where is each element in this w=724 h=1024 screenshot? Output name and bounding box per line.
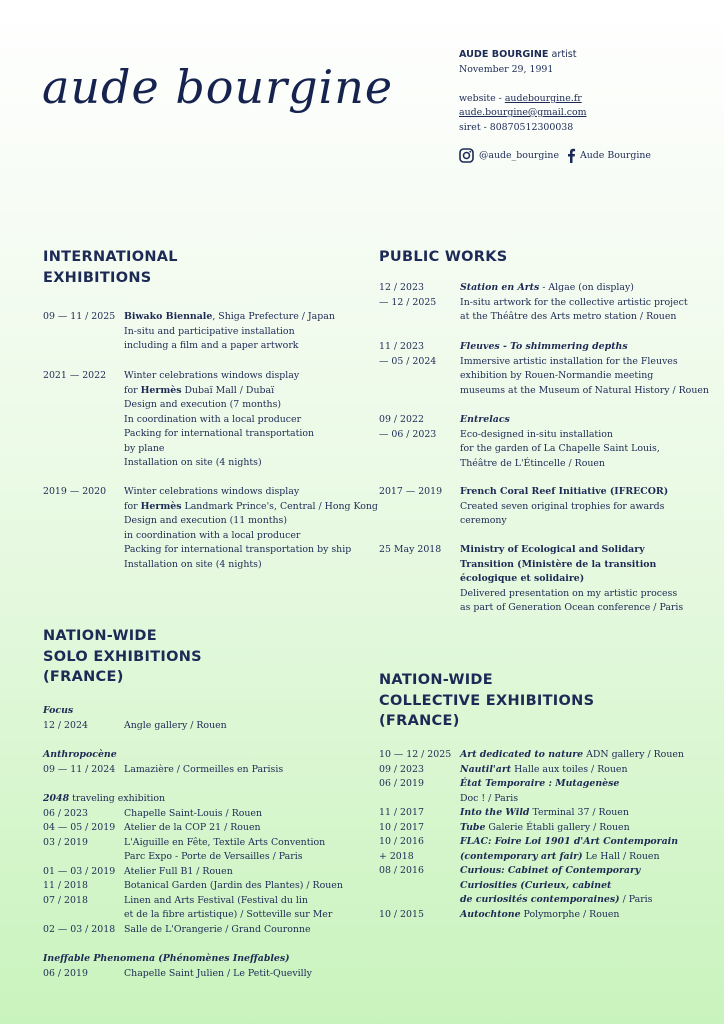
- website-label: website -: [459, 93, 505, 104]
- entry-line: Installation on site (4 nights): [124, 457, 262, 468]
- entry-line: Created seven original trophies for awards: [460, 500, 665, 512]
- entry-body: [460, 835, 678, 850]
- entry-date: 12 / 2024: [43, 719, 88, 731]
- entry-body: [460, 543, 683, 616]
- entry-title: Curiosities (Curieux, cabinet: [460, 879, 612, 891]
- entry-date: 06 / 2019: [43, 967, 88, 979]
- entry-date: 11 / 2018: [43, 880, 88, 891]
- entry-line: by plane: [124, 442, 165, 454]
- international-title-line2: EXHIBITIONS: [43, 269, 152, 286]
- entry-body: [460, 340, 709, 398]
- artist-name: AUDE BOURGINE: [459, 49, 549, 60]
- entry-text: Angle gallery / Rouen: [124, 719, 227, 731]
- solo-title: [43, 626, 202, 688]
- group-title: 2048: [43, 793, 70, 804]
- entry-date: 01 — 03 / 2019: [43, 865, 116, 877]
- entry-body: [460, 908, 619, 923]
- entry-date: 2019 — 2020: [43, 486, 107, 497]
- entry-line: Delivered presentation on my artistic process: [460, 587, 678, 599]
- entry-venue: / Paris: [619, 894, 653, 905]
- logo: aude bourgine: [42, 60, 394, 114]
- entry-text: et de la fibre artistique) / Sotteville sur Mer: [124, 909, 333, 920]
- entry-venue: ADN gallery / Rouen: [583, 749, 684, 760]
- entry-body: [124, 369, 314, 471]
- entry-text: Atelier de la COP 21 / Rouen: [124, 822, 261, 833]
- entry-date: 02 — 03 / 2018: [43, 923, 116, 935]
- entry-location: Dubaï Mall / Dubaï: [181, 384, 275, 396]
- collective-title-line1: NATION-WIDE: [379, 672, 493, 688]
- entry-venue: Doc ! / Paris: [460, 792, 519, 804]
- entry-title: Entrelacs: [460, 414, 510, 425]
- entry-title: Biwako Biennale: [124, 311, 213, 322]
- entry-text: Lamazière / Cormeilles en Parisis: [124, 763, 284, 775]
- birth-date: November 29, 1991: [459, 64, 554, 75]
- entry-date: 04 — 05 / 2019: [43, 822, 116, 833]
- entry-line: Théâtre de L'Étincelle / Rouen: [460, 457, 605, 469]
- entry-date: 2021 — 2022: [43, 370, 107, 381]
- international-title-line1: INTERNATIONAL: [43, 249, 178, 265]
- entry-title: Tube: [460, 821, 486, 833]
- solo-group-focus: Focus: [43, 705, 74, 716]
- entry-date: 06 / 2019: [379, 778, 424, 789]
- entry-text: Chapelle Saint-Louis / Rouen: [124, 807, 263, 819]
- entry-title: Into the Wild: [460, 807, 530, 818]
- entry-date: 2017 — 2019: [379, 486, 443, 497]
- instagram-icon[interactable]: [459, 148, 474, 169]
- entry-venue: Halle aux toiles / Rouen: [511, 763, 628, 775]
- entry-text: Parc Expo - Porte de Versailles / Paris: [124, 851, 303, 862]
- entry-venue: Galerie Établi gallery / Rouen: [485, 821, 630, 833]
- entry-prefix: for: [124, 384, 141, 396]
- entry-date: 08 / 2016: [379, 865, 424, 876]
- entry-title: Transition (Ministère de la transition: [460, 558, 657, 570]
- entry-body: [460, 893, 653, 908]
- entry-title: Station en Arts: [460, 282, 540, 293]
- entry-date: 10 / 2017: [379, 821, 424, 833]
- entry-venue: Terminal 37 / Rouen: [529, 807, 629, 818]
- international-title: [43, 247, 178, 288]
- entry-date: 10 — 12 / 2025: [379, 749, 452, 760]
- collective-title-line2: COLLECTIVE EXHIBITIONS: [379, 692, 595, 709]
- solo-group-anthropocene: Anthropocène: [43, 749, 117, 760]
- entry-line: at the Théâtre des Arts metro station / Rouen: [460, 311, 677, 322]
- entry-text: Chapelle Saint Julien / Le Petit-Quevilly: [124, 967, 312, 979]
- entry-date: + 2018: [379, 850, 414, 862]
- entry-body: [460, 806, 629, 821]
- entry-date: 11 / 2017: [379, 807, 424, 818]
- entry-line: In-situ artwork for the collective artistic project: [460, 296, 688, 308]
- facebook-name[interactable]: Aude Bourgine: [580, 150, 651, 161]
- solo-title-line3: (FRANCE): [43, 669, 124, 685]
- entry-title: État Temporaire : Mutagenèse: [460, 778, 620, 789]
- solo-title-line2: SOLO EXHIBITIONS: [43, 648, 202, 665]
- entry-line: Packing for international transportation by ship: [124, 544, 352, 555]
- entry-line: Packing for international transportation: [124, 428, 315, 439]
- entry-body: [460, 413, 660, 471]
- collective-title: [379, 670, 594, 732]
- entry-body: [460, 821, 630, 836]
- entry-title: Nautil'art: [460, 763, 512, 775]
- entry-location: , Shiga Prefecture / Japan: [212, 311, 335, 322]
- entry-body: [460, 485, 668, 529]
- entry-line: Winter celebrations windows display: [124, 486, 300, 497]
- entry-body: [460, 763, 628, 778]
- entry-text: Botanical Garden (Jardin des Plantes) / Rouen: [124, 880, 343, 891]
- collective-title-line3: (FRANCE): [379, 713, 460, 729]
- entry-date: 11 / 2023 — 05 / 2024: [379, 341, 437, 367]
- entry-location: Landmark Prince's, Central / Hong Kong: [181, 500, 378, 512]
- entry-title: Art dedicated to nature: [460, 749, 584, 760]
- entry-title: (contemporary art fair): [460, 850, 583, 862]
- website-link[interactable]: audebourgine.fr: [504, 93, 582, 104]
- email-link[interactable]: aude.bourgine@gmail.com: [459, 107, 587, 118]
- entry-body: [460, 777, 619, 792]
- entry-line: Winter celebrations windows display: [124, 370, 300, 381]
- entry-date: 12 / 2023 — 12 / 2025: [379, 282, 437, 308]
- entry-line: Design and execution (11 months): [124, 515, 288, 526]
- entry-body: [460, 792, 518, 807]
- entry-brand: Hermès: [140, 500, 182, 512]
- entry-line: Eco-designed in-situ installation: [460, 428, 613, 440]
- entry-prefix: for: [124, 500, 141, 512]
- entry-body: [460, 748, 684, 763]
- entry-title: écologique et solidaire): [460, 573, 585, 584]
- entry-subtitle: - Algae (on display): [539, 282, 634, 293]
- public-works-title: PUBLIC WORKS: [379, 249, 508, 265]
- website-line: [459, 92, 582, 107]
- entry-date: 09 / 2023: [379, 763, 424, 775]
- entry-venue: Le Hall / Rouen: [582, 850, 660, 862]
- facebook-icon[interactable]: [566, 148, 576, 169]
- email-line: [459, 106, 587, 121]
- entry-line: in coordination with a local producer: [124, 529, 301, 541]
- entry-body: [460, 864, 640, 879]
- entry-title: de curiosités contemporaines): [460, 894, 620, 905]
- entry-text: L'Aiguille en Fête, Textile Arts Convention: [124, 836, 326, 848]
- entry-body: [124, 485, 378, 572]
- artist-line: [459, 48, 577, 63]
- entry-date: 06 / 2023: [43, 807, 88, 819]
- entry-line: as part of Generation Ocean conference / Paris: [460, 602, 684, 613]
- entry-title: Ministry of Ecological and Solidary: [460, 544, 645, 555]
- entry-line: for the garden of La Chapelle Saint Louis,: [460, 443, 660, 454]
- entry-body: [460, 281, 688, 325]
- entry-line: Design and execution (7 months): [124, 399, 282, 410]
- entry-date: 10 / 2015: [379, 908, 424, 920]
- solo-title-line1: NATION-WIDE: [43, 628, 157, 644]
- entry-title: Autochtone: [460, 908, 521, 920]
- instagram-handle[interactable]: @aude_bourgine: [479, 150, 559, 161]
- entry-title: FLAC: Foire Loi 1901 d'Art Contemporain: [460, 836, 679, 847]
- entry-text: Linen and Arts Festival (Festival du lin: [124, 894, 308, 906]
- entry-date: 10 / 2016: [379, 836, 424, 847]
- entry-date: 25 May 2018: [379, 544, 442, 555]
- entry-line: including a film and a paper artwork: [124, 340, 299, 351]
- entry-text: Salle de L'Orangerie / Grand Couronne: [124, 923, 311, 935]
- entry-title: Curious: Cabinet of Contemporary: [460, 865, 641, 876]
- entry-line: Installation on site (4 nights): [124, 558, 262, 570]
- entry-body: [460, 879, 611, 894]
- entry-date: 09 — 11 / 2024: [43, 763, 116, 775]
- entry-venue: Polymorphe / Rouen: [520, 908, 620, 920]
- entry-line: ceremony: [460, 515, 507, 526]
- entry-date: 03 / 2019: [43, 836, 88, 848]
- artist-role: artist: [548, 49, 577, 60]
- entry-title: Fleuves - To shimmering depths: [460, 341, 628, 352]
- entry-date: 09 — 11 / 2025: [43, 311, 116, 322]
- entry-text: Atelier Full B1 / Rouen: [124, 865, 233, 877]
- entry-line: In coordination with a local producer: [124, 413, 302, 425]
- entry-body: [124, 310, 335, 354]
- siret: siret - 80870512300038: [459, 122, 574, 133]
- group-subtitle: traveling exhibition: [69, 793, 166, 804]
- entry-date: 07 / 2018: [43, 894, 88, 906]
- entry-line: exhibition by Rouen-Normandie meeting: [460, 370, 654, 381]
- solo-group-ineffable: Ineffable Phenomena (Phénomènes Ineffables): [43, 953, 290, 964]
- entry-body: [460, 850, 660, 865]
- entry-line: In-situ and participative installation: [124, 325, 295, 337]
- entry-brand: Hermès: [140, 384, 182, 396]
- entry-line: museums at the Museum of Natural History / Rouen: [460, 384, 709, 396]
- solo-group-2048: [43, 792, 165, 807]
- entry-date: 09 / 2022 — 06 / 2023: [379, 414, 437, 440]
- entry-line: Immersive artistic installation for the Fleuves: [460, 355, 678, 367]
- entry-title: French Coral Reef Initiative (IFRECOR): [460, 486, 669, 497]
